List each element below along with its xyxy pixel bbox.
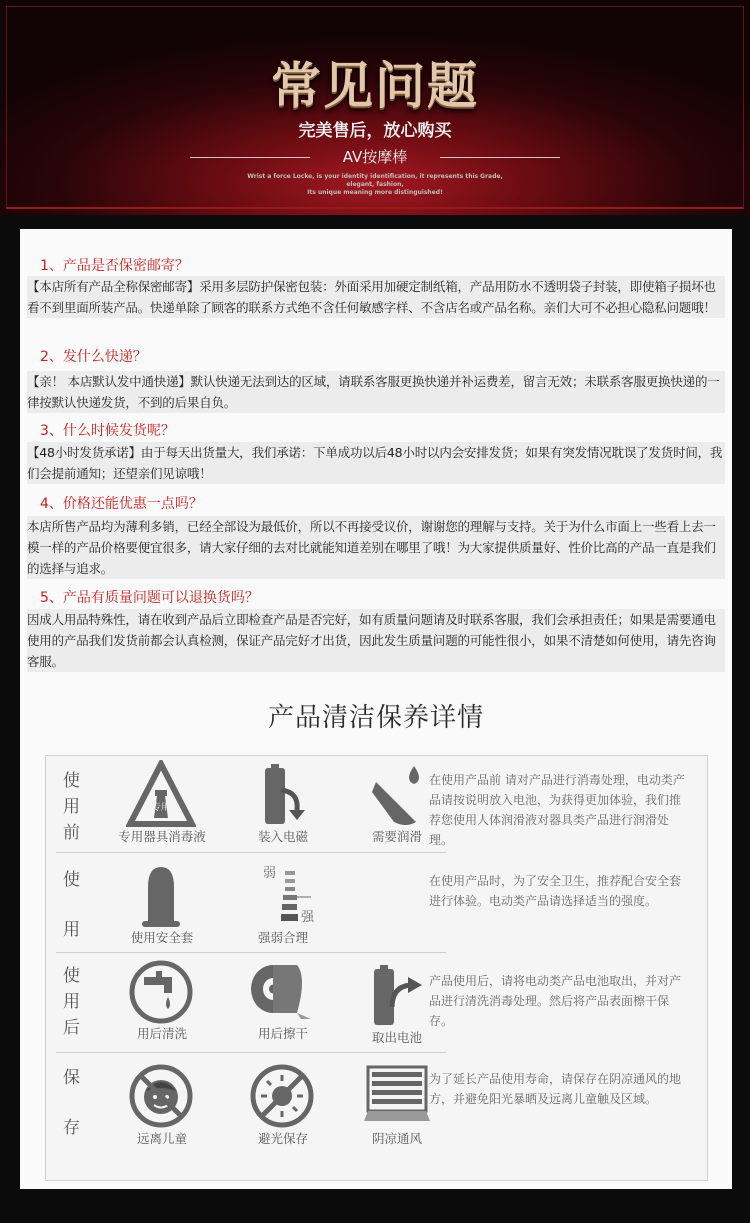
banner-english-line: Wrist a force Locke, is your identity identification, it represents this Grade, — [247, 173, 503, 180]
care-row-heading: 后 — [63, 1018, 80, 1038]
faq-answer: 【本店所有产品全称保密邮寄】采用多层防护保密包装：外面采用加硬定制纸箱，产品用防水不透明袋子封装，即使箱子损坏也看不到里面所装产品。快递单除了顾客的联系方式绝不含任何敏感字样、不含店名或产品名称。亲们大可不必担心隐私问题哦！ — [27, 276, 725, 318]
care-item-label: 用后清洗 — [136, 1026, 187, 1041]
care-row-description: 产品使用后，请将电动类产品电池取出，并对产品进行清洗消毒处理。然后将产品表面檫干保存。 — [429, 974, 682, 1028]
care-row-heading: 用 — [63, 920, 80, 940]
banner-product-name: AV按摩棒 — [342, 148, 408, 166]
care-row-description: 为了延长产品使用寿命，请保存在阴凉通风的地方，并避免阳光暴晒及远离儿童触及区域。 — [429, 1072, 682, 1106]
faq-question: 1、产品是否保密邮寄？ — [40, 258, 189, 274]
content-panel — [20, 229, 732, 1189]
faq-answer: 因成人用品特殊性，请在收到产品后立即检查产品是否完好，如有质量问题请及时联系客服，我们会承担责任；如果是需要通电使用的产品我们发货前都会认真检测，保证产品完好才出货，因此发生质量问题的可能性很小，如果不清楚如何使用，请先咨询客服。 — [27, 609, 725, 672]
care-item-label: 需要润滑 — [371, 829, 422, 844]
faq-answer: 【亲！ 本店默认发中通快递】默认快递无法到达的区域，请联系客服更换快递并补运费差，留言无效；未联系客服更换快递的一律按默认快递发货，不到的后果自负。 — [27, 371, 725, 413]
header-banner — [0, 0, 750, 215]
care-row-description: 在使用产品时，为了安全卫生，推荐配合安全套进行体验。电动类产品请选择适当的强度。 — [429, 874, 682, 908]
faq-answer: 本店所售产品均为薄利多销，已经全部设为最低价，所以不再接受议价，谢谢您的理解与支持。关于为什么市面上一些看上去一模一样的产品价格要便宜很多，请大家仔细的去对比就能知道差别在哪里了哦！为大家提供质量好、性价比高的产品一直是我们的选择与追求。 — [27, 516, 725, 579]
faq-question: 4、价格还能优惠一点吗？ — [40, 496, 203, 512]
care-item-label: 阴凉通风 — [371, 1131, 422, 1146]
banner-subtitle: 完美售后，放心购买 — [298, 121, 452, 141]
disinfectant-bottle-text: 专用 — [151, 803, 171, 813]
care-row-before-use — [46, 756, 707, 852]
care-row-during-use — [46, 853, 707, 952]
care-row-description: 在使用产品前 请对产品进行消毒处理，电动类产品请按说明放入电池，为获得更加体验，我们推荐您使用人体润滑液对器具类产品进行润滑处理。 — [429, 773, 685, 847]
care-row-heading: 使 — [63, 966, 80, 986]
battery-remove-icon — [362, 961, 432, 1031]
care-item-label: 使用安全套 — [130, 930, 194, 945]
care-row-heading: 存 — [63, 1118, 80, 1138]
tissue-roll-icon — [247, 957, 317, 1027]
care-item-label: 专用器具消毒液 — [118, 829, 206, 844]
faq-question: 2、发什么快递？ — [40, 349, 147, 365]
care-row-heading: 用 — [63, 992, 80, 1012]
child-prohibited-icon — [126, 1061, 196, 1131]
faq-question: 5、产品有质量问题可以退换货吗？ — [40, 590, 259, 606]
faucet-wash-icon — [126, 957, 196, 1027]
care-row-heading: 使 — [63, 870, 80, 890]
care-row-storage — [46, 1053, 707, 1179]
page-title: 常见问题 — [271, 57, 479, 115]
faq-question: 3、什么时候发货呢？ — [40, 423, 175, 439]
care-row-heading: 前 — [63, 823, 80, 843]
care-row-heading: 保 — [63, 1068, 80, 1088]
care-item-label: 远离儿童 — [136, 1131, 187, 1146]
care-row-heading: 使 — [63, 771, 80, 791]
care-item-label: 强弱合理 — [257, 930, 308, 945]
intensity-level-icon — [247, 863, 317, 933]
care-table — [45, 755, 708, 1181]
care-item-label: 装入电磁 — [257, 829, 308, 844]
care-item-label: 取出电池 — [371, 1030, 422, 1045]
intensity-strong-text: 强 — [301, 910, 315, 925]
care-row-after-use — [46, 953, 707, 1052]
banner-english-line: elegant, fashion, — [346, 181, 404, 188]
care-section-title: 产品清洁保养详情 — [267, 703, 484, 733]
care-item-label: 避光保存 — [257, 1131, 308, 1146]
faq-answer: 【48小时发货承诺】由于每天出货量大，我们承诺：下单成功以后48小时以内会安排发货；如果有突发情况耽误了发货时间，我们会提前通知；还望亲们见谅哦！ — [27, 442, 725, 484]
disinfectant-warning-icon — [126, 760, 196, 830]
intensity-weak-text: 弱 — [263, 866, 277, 881]
lubricant-drop-icon — [362, 760, 432, 830]
no-sunlight-icon — [247, 1061, 317, 1131]
care-row-heading: 用 — [63, 797, 80, 817]
battery-insert-icon — [247, 760, 317, 830]
condom-icon — [126, 861, 196, 931]
ventilation-icon — [362, 1059, 432, 1129]
banner-english-line: Its unique meaning more distinguished! — [307, 189, 443, 196]
care-item-label: 用后擦干 — [257, 1026, 308, 1041]
